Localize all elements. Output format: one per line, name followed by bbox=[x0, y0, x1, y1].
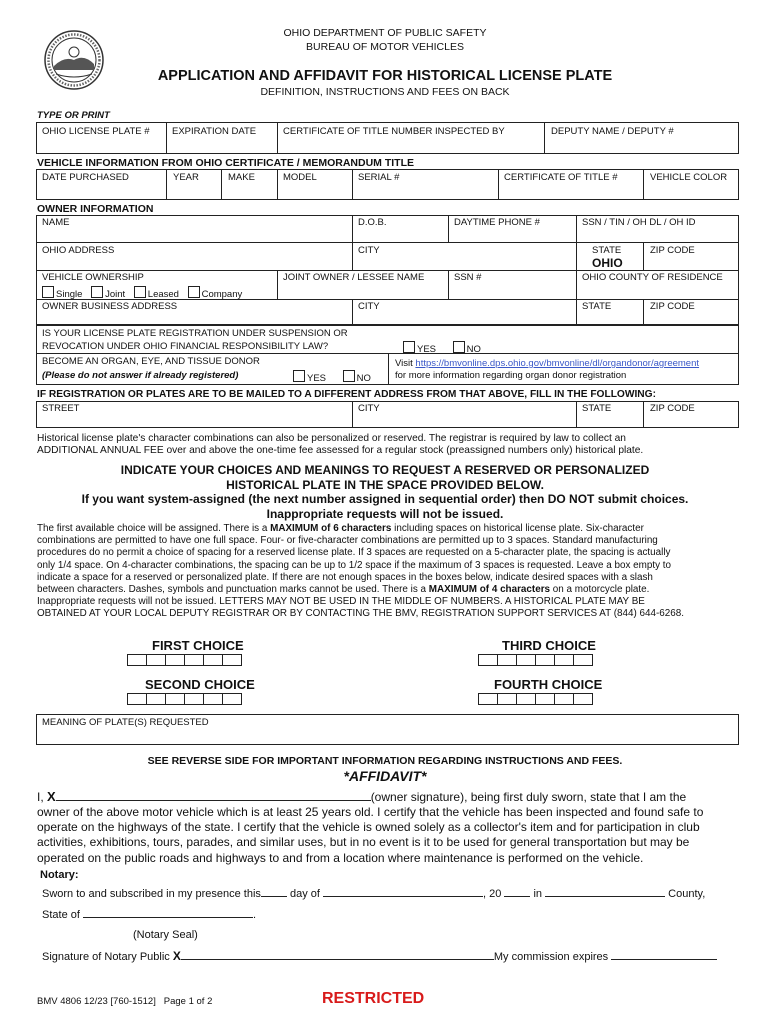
suspension-no-label: NO bbox=[466, 344, 481, 355]
state-of-text: State of bbox=[42, 909, 80, 921]
bold-line1: INDICATE YOUR CHOICES AND MEANINGS TO REQUEST A RESERVED OR PERSONALIZED bbox=[120, 463, 650, 477]
in-text: in bbox=[533, 888, 543, 900]
city2-field[interactable]: CITY bbox=[358, 301, 380, 312]
p1-line1: Historical license plate's character combinations can also be personalized or reserved. The registrar is required by law to collect an bbox=[37, 433, 626, 444]
state-label: STATE bbox=[592, 245, 622, 256]
model-field[interactable]: MODEL bbox=[283, 172, 317, 183]
first-choice-label: FIRST CHOICE bbox=[152, 638, 244, 653]
county-line[interactable] bbox=[545, 886, 665, 897]
joint-checkbox[interactable] bbox=[91, 286, 103, 298]
agency-line2: BUREAU OF MOTOR VEHICLES bbox=[306, 41, 464, 53]
affidavit-line4: activities, exhibitions, tours, parades, and similar uses, but in no event is it to be used for general transportation but may be bbox=[37, 835, 690, 850]
notary-signature-line bbox=[42, 949, 717, 963]
sworn-text: Sworn to and subscribed in my presence this bbox=[42, 888, 261, 900]
year-field[interactable]: YEAR bbox=[173, 172, 199, 183]
mailing-state-field[interactable]: STATE bbox=[582, 403, 612, 414]
deputy-field[interactable]: DEPUTY NAME / DEPUTY # bbox=[551, 126, 674, 137]
joint-label: Joint bbox=[105, 289, 126, 300]
leased-checkbox[interactable] bbox=[134, 286, 146, 298]
donor-no-checkbox[interactable] bbox=[343, 370, 355, 382]
ownership-label: VEHICLE OWNERSHIP bbox=[42, 272, 144, 283]
restricted-stamp: RESTRICTED bbox=[322, 990, 425, 1007]
mailing-row bbox=[36, 401, 739, 428]
donor-yes-label: YES bbox=[307, 373, 327, 384]
ssn-field[interactable]: SSN / TIN / OH DL / OH ID bbox=[582, 217, 696, 228]
p2-line4: only 1/4 space. On 4-character combinations, the spacing can be up to 1/2 space if the maximum of 3 spaces is requested. Leave a box empty to bbox=[37, 559, 672, 571]
affidavit-line1 bbox=[37, 789, 686, 804]
year-line[interactable] bbox=[504, 886, 530, 897]
affidavit-line3: operate on the highways of the state. I certify that the vehicle is owned solely as a collector's item and for participation in club bbox=[37, 820, 700, 835]
mailing-zip-field[interactable]: ZIP CODE bbox=[650, 403, 695, 414]
visit-line bbox=[395, 358, 699, 369]
date-purchased-field[interactable]: DATE PURCHASED bbox=[42, 172, 129, 183]
affidavit-body bbox=[37, 805, 703, 866]
suspension-answers bbox=[403, 341, 481, 355]
vehicle-heading: VEHICLE INFORMATION FROM OHIO CERTIFICATE / MEMORANDUM TITLE bbox=[37, 157, 415, 169]
notary-seal: (Notary Seal) bbox=[133, 929, 198, 941]
visit-line2: for more information regarding organ donor registration bbox=[395, 370, 627, 381]
commission-text: My commission expires bbox=[493, 951, 609, 963]
see-reverse: SEE REVERSE SIDE FOR IMPORTANT INFORMATION REGARDING INSTRUCTIONS AND FEES. bbox=[147, 755, 623, 767]
donor-q-l1: BECOME AN ORGAN, EYE, AND TISSUE DONOR bbox=[42, 356, 260, 367]
fourth-choice-boxes[interactable] bbox=[478, 693, 592, 705]
leased-label: Leased bbox=[147, 289, 179, 300]
owner-x-mark: X bbox=[47, 789, 56, 804]
instructions-p2 bbox=[37, 523, 684, 621]
affidavit-line2: owner of the above motor vehicle which is at least 25 years old. I certify that the vehicle has been inspected and found safe to bbox=[37, 805, 704, 819]
visit-prefix: Visit bbox=[395, 358, 416, 369]
notary-x-mark: X bbox=[172, 949, 181, 963]
county-field[interactable]: OHIO COUNTY OF RESIDENCE bbox=[582, 272, 723, 283]
donor-answers bbox=[293, 370, 371, 384]
page-title: APPLICATION AND AFFIDAVIT FOR HISTORICAL LICENSE PLATE bbox=[157, 68, 613, 84]
commission-line[interactable] bbox=[611, 949, 717, 960]
second-choice-label: SECOND CHOICE bbox=[145, 677, 255, 692]
i-label: I, bbox=[37, 790, 44, 804]
ssn2-field[interactable]: SSN # bbox=[454, 272, 482, 283]
zip-field[interactable]: ZIP CODE bbox=[650, 245, 695, 256]
meaning-label: MEANING OF PLATE(S) REQUESTED bbox=[42, 717, 209, 728]
instructions-bold bbox=[0, 463, 770, 521]
affidavit-title: *AFFIDAVIT* bbox=[343, 768, 427, 784]
city-field[interactable]: CITY bbox=[358, 245, 380, 256]
license-plate-field[interactable]: OHIO LICENSE PLATE # bbox=[42, 126, 150, 137]
state-line[interactable] bbox=[83, 907, 253, 918]
zip2-field[interactable]: ZIP CODE bbox=[650, 301, 695, 312]
donor-yes-checkbox[interactable] bbox=[293, 370, 305, 382]
certificate-inspected-field[interactable]: CERTIFICATE OF TITLE NUMBER INSPECTED BY bbox=[283, 126, 505, 137]
suspension-yes-label: YES bbox=[417, 344, 437, 355]
owner-heading: OWNER INFORMATION bbox=[37, 203, 154, 215]
p2-line1: The first available choice will be assigned. There is a MAXIMUM of 6 characters including spaces on historical license plate. Six-character bbox=[37, 523, 644, 534]
p2-line7: Inappropriate requests will not be issued. LETTERS MAY NOT BE USED IN THE MIDDLE OF NUMBERS. A HISTORICAL PLATE MAY BE bbox=[37, 596, 645, 608]
bold-line4: Inappropriate requests will not be issued. bbox=[266, 506, 504, 521]
p2-line2: combinations are permitted to have one full space. Four- or five-character combinations are permitted up to 3 spaces. Standard manufacturing bbox=[37, 535, 658, 547]
organ-donor-link[interactable]: https://bmvonline.dps.ohio.gov/bmvonline/dl/organdonor/agreement bbox=[415, 358, 700, 369]
first-choice-boxes[interactable] bbox=[127, 654, 241, 666]
p2-line6: between characters. Dashes, symbols and punctuation marks cannot be used. There is a MAXIMUM of 4 characters on a motorcycle plate. bbox=[37, 584, 650, 596]
make-field[interactable]: MAKE bbox=[228, 172, 255, 183]
notary-signature-text: Signature of Notary Public bbox=[42, 951, 170, 963]
suspension-q-l1: IS YOUR LICENSE PLATE REGISTRATION UNDER SUSPENSION OR bbox=[42, 328, 348, 339]
instructions-p1 bbox=[37, 433, 643, 457]
page-subtitle: DEFINITION, INSTRUCTIONS AND FEES ON BACK bbox=[260, 86, 510, 98]
dob-field[interactable]: D.O.B. bbox=[358, 217, 387, 228]
month-line[interactable] bbox=[323, 886, 483, 897]
year-prefix: , 20 bbox=[482, 888, 502, 900]
mailing-street-field[interactable]: STREET bbox=[42, 403, 80, 414]
third-choice-boxes[interactable] bbox=[478, 654, 592, 666]
state2-field[interactable]: STATE bbox=[582, 301, 612, 312]
donor-no-label: NO bbox=[356, 373, 371, 384]
phone-field[interactable]: DAYTIME PHONE # bbox=[454, 217, 540, 228]
suspension-no-checkbox[interactable] bbox=[453, 341, 465, 353]
expiration-date-field[interactable]: EXPIRATION DATE bbox=[172, 126, 257, 137]
type-or-print: TYPE OR PRINT bbox=[37, 110, 110, 121]
ownership-options bbox=[42, 286, 242, 300]
business-address-field[interactable]: OWNER BUSINESS ADDRESS bbox=[42, 301, 178, 312]
joint-owner-field[interactable]: JOINT OWNER / LESSEE NAME bbox=[283, 272, 425, 283]
affidavit-line5: operated on the public roads and highways to and from a location where maintenance is performed on the vehicle. bbox=[37, 850, 644, 865]
notary-sign-line[interactable] bbox=[181, 949, 494, 960]
p2-line3: procedures do no permit a choice of spacing for a reserved license plate. If 3 spaces are requested on a 5-character plate, the spacing is actually bbox=[37, 547, 671, 559]
day-line[interactable] bbox=[261, 886, 287, 897]
footer-form-id bbox=[37, 996, 212, 1007]
form-id: BMV 4806 12/23 [760-1512] bbox=[37, 996, 156, 1007]
line1-tail: , being first duly sworn, state that I am the bbox=[464, 790, 687, 804]
second-choice-boxes[interactable] bbox=[127, 693, 241, 705]
notary-state-line bbox=[42, 907, 256, 921]
period: . bbox=[252, 909, 257, 921]
p2-line5: indicate a space for a reserved or personalized plate. If there are not enough spaces in the boxes below, indicate desired spaces with a slash bbox=[37, 571, 653, 583]
cert-title-field[interactable]: CERTIFICATE OF TITLE # bbox=[504, 172, 618, 183]
page-number: Page 1 of 2 bbox=[163, 996, 213, 1007]
mailing-city-field[interactable]: CITY bbox=[358, 403, 380, 414]
bold-line3: If you want system-assigned (the next number assigned in sequential order) then DO NOT submit choices. bbox=[81, 492, 689, 506]
company-checkbox[interactable] bbox=[188, 286, 200, 298]
company-label: Company bbox=[201, 289, 243, 300]
third-choice-label: THIRD CHOICE bbox=[502, 638, 596, 653]
p1-line2: ADDITIONAL ANNUAL FEE over and above the one-time fee assessed for a regular stock (preassigned numbers only) historical plate. bbox=[37, 445, 644, 457]
mailing-heading: IF REGISTRATION OR PLATES ARE TO BE MAILED TO A DIFFERENT ADDRESS FROM THAT ABOVE, FILL IN THE FOLLOWING: bbox=[37, 389, 656, 400]
p2-line8: OBTAINED AT YOUR LOCAL DEPUTY REGISTRAR OR BY CONTACTING THE BMV, REGISTRATION SUPPORT SERVICES AT (844) 644-6268. bbox=[37, 608, 684, 620]
notary-label: Notary: bbox=[40, 869, 79, 881]
notary-sworn-line bbox=[42, 886, 705, 900]
suspension-q-l2: REVOCATION UNDER OHIO FINANCIAL RESPONSIBILITY LAW? bbox=[42, 341, 329, 352]
ohio-address-field[interactable]: OHIO ADDRESS bbox=[42, 245, 115, 256]
fourth-choice-label: FOURTH CHOICE bbox=[494, 677, 603, 692]
county-text: County, bbox=[668, 888, 706, 900]
agency-line1: OHIO DEPARTMENT OF PUBLIC SAFETY bbox=[283, 27, 487, 39]
single-checkbox[interactable] bbox=[42, 286, 54, 298]
bold-line2: HISTORICAL PLATE IN THE SPACE PROVIDED BELOW. bbox=[226, 477, 544, 492]
suspension-yes-checkbox[interactable] bbox=[403, 341, 415, 353]
owner-sig-label: (owner signature) bbox=[370, 790, 465, 804]
owner-name-field[interactable]: NAME bbox=[42, 217, 70, 228]
donor-q-l2: (Please do not answer if already registered) bbox=[42, 370, 239, 381]
state-value: OHIO bbox=[592, 256, 623, 270]
day-of-text: day of bbox=[289, 888, 320, 900]
serial-field[interactable]: SERIAL # bbox=[358, 172, 400, 183]
owner-signature-line[interactable] bbox=[56, 790, 371, 801]
vehicle-color-field[interactable]: VEHICLE COLOR bbox=[650, 172, 728, 183]
single-label: Single bbox=[56, 289, 83, 300]
